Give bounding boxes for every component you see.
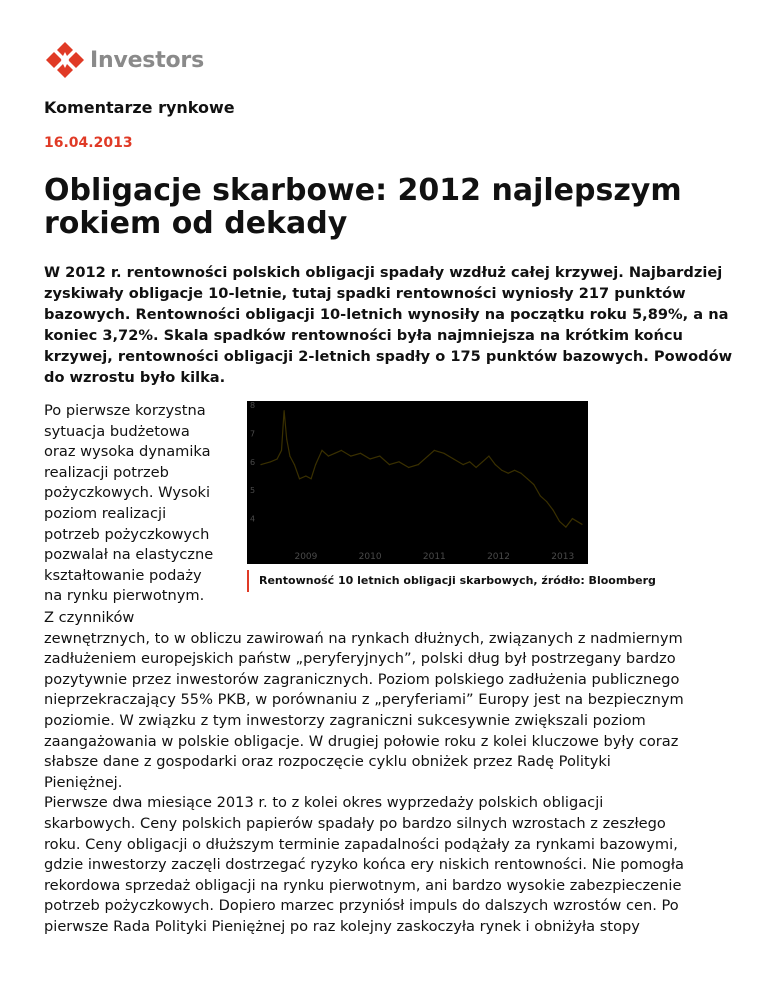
- yield-series-line: [261, 411, 582, 527]
- text-line: kształtowanie podaży: [44, 566, 202, 584]
- yield-data-point: [270, 461, 271, 462]
- text-line: pozytywnie przez inwestorów zagranicznych. Poziom polskiego zadłużenia publicznego: [44, 670, 680, 688]
- y-tick-label: 4: [250, 514, 256, 524]
- y-tick-label: 6: [250, 457, 256, 467]
- y-tick-label: 7: [250, 429, 256, 439]
- yield-data-point: [559, 521, 560, 522]
- yield-data-point: [305, 475, 306, 476]
- yield-data-point: [581, 524, 582, 525]
- text-line: na rynku pierwotnym.: [44, 587, 205, 605]
- yield-data-point: [398, 461, 399, 462]
- yield-data-point: [469, 461, 470, 462]
- text-line: gdzie inwestorzy zaczęli dostrzegać ryzyko końca ery niskich rentowności. Nie pomogła: [44, 856, 684, 874]
- y-tick-label: 5: [250, 486, 256, 496]
- yield-data-point: [527, 478, 528, 479]
- yield-data-point: [360, 453, 361, 454]
- yield-data-point: [482, 461, 483, 462]
- text-line: oraz wysoka dynamika: [44, 443, 211, 461]
- yield-data-point: [476, 467, 477, 468]
- text-line: zewnętrznych, to w obliczu zawirowań na rynkach dłużnych, związanych z nadmiernym: [44, 629, 683, 647]
- brand-logo[interactable]: [44, 40, 204, 80]
- yield-data-point: [379, 456, 380, 457]
- text-line: zaangażowania w polskie obligacje. W drugiej połowie roku z kolei kluczowe były coraz: [44, 732, 679, 750]
- text-line: potrzeb pożyczkowych: [44, 525, 210, 543]
- intro-paragraph: [44, 401, 234, 607]
- yield-data-point: [260, 464, 261, 465]
- text-line: Pieniężnej.: [44, 773, 123, 791]
- yield-data-point: [341, 450, 342, 451]
- yield-chart: [247, 401, 588, 564]
- yield-data-point: [389, 464, 390, 465]
- yield-data-point: [565, 527, 566, 528]
- yield-data-point: [463, 464, 464, 465]
- page-title: [44, 174, 734, 240]
- yield-data-point: [289, 456, 290, 457]
- y-tick-label: 8: [250, 401, 256, 410]
- yield-data-point: [299, 478, 300, 479]
- yield-data-point: [427, 456, 428, 457]
- title-line: Obligacje skarbowe: 2012 najlepszym: [44, 173, 682, 208]
- yield-data-point: [520, 473, 521, 474]
- text-line: Pierwsze dwa miesiące 2013 r. to z kolei okres wyprzedaży polskich obligacji: [44, 794, 604, 812]
- yield-data-point: [311, 478, 312, 479]
- yield-data-point: [281, 450, 282, 451]
- text-line: nieprzekraczający 55% PKB, w porównaniu z „peryferiami” Europy jest na bezpiecznym: [44, 691, 684, 709]
- yield-data-point: [553, 510, 554, 511]
- investors-logo-icon: [44, 40, 86, 80]
- x-tick-label: 2013: [551, 552, 575, 562]
- text-line: poziomie. W związku z tym inwestorzy zagraniczni sukcesywnie zwiększali poziom: [44, 711, 646, 729]
- text-line: roku. Ceny obligacji o dłuższym terminie zapadalności podążały za rynkami bazowymi,: [44, 835, 678, 853]
- yield-data-point: [508, 473, 509, 474]
- x-tick-label: 2010: [358, 552, 382, 562]
- yield-data-point: [443, 453, 444, 454]
- yield-data-point: [284, 410, 285, 411]
- yield-data-point: [546, 501, 547, 502]
- yield-data-point: [540, 495, 541, 496]
- yield-data-point: [514, 470, 515, 471]
- text-line: poziom realizacji: [44, 504, 167, 522]
- text-line: skarbowych. Ceny polskich papierów spadały po bardzo silnych wzrostach z zeszłego: [44, 814, 666, 832]
- yield-data-point: [277, 458, 278, 459]
- yield-data-point: [328, 456, 329, 457]
- yield-data-point: [294, 464, 295, 465]
- yield-data-point: [434, 450, 435, 451]
- yield-data-point: [501, 470, 502, 471]
- yield-data-point: [350, 456, 351, 457]
- yield-data-point: [533, 484, 534, 485]
- yield-data-point: [408, 467, 409, 468]
- text-line: zadłużeniem europejskich państw „peryferyjnych”, polski dług był postrzegany bardzo: [44, 650, 676, 668]
- yield-data-point: [572, 518, 573, 519]
- text-line: potrzeb pożyczkowych. Dopiero marzec przyniósł impuls do dalszych wzrostów cen. Po: [44, 897, 679, 915]
- text-line: rekordowa sprzedaż obligacji na rynku pierwotnym, ani bardzo wysokie zabezpieczenie: [44, 876, 682, 894]
- body-text: [44, 608, 736, 938]
- publish-date: 16.04.2013: [44, 135, 133, 151]
- yield-data-point: [315, 464, 316, 465]
- yield-chart-svg: [247, 401, 588, 564]
- brand-name: Investors: [90, 47, 204, 73]
- text-line: pozwalał na elastyczne: [44, 546, 214, 564]
- text-line: Z czynników: [44, 609, 135, 626]
- yield-data-point: [286, 439, 287, 440]
- text-line: Po pierwsze korzystna: [44, 402, 206, 419]
- chart-caption: Rentowność 10 letnich obligacji skarbowych, źródło: Bloomberg: [247, 570, 656, 592]
- yield-data-point: [488, 456, 489, 457]
- yield-data-point: [370, 458, 371, 459]
- text-line: pożyczkowych. Wysoki: [44, 484, 211, 502]
- x-tick-label: 2009: [294, 552, 318, 562]
- x-tick-label: 2012: [487, 552, 510, 562]
- x-tick-label: 2011: [422, 552, 446, 562]
- text-line: słabsze dane z gospodarki oraz rozpoczęcie cyklu obniżek przez Radę Polityki: [44, 753, 611, 771]
- yield-data-point: [453, 458, 454, 459]
- yield-data-point: [418, 464, 419, 465]
- title-line: rokiem od dekady: [44, 206, 348, 241]
- text-line: pierwsze Rada Polityki Pieniężnej po raz kolejny zaskoczyła rynek i obniżyła stopy: [44, 917, 640, 935]
- yield-data-point: [495, 464, 496, 465]
- yield-data-point: [321, 450, 322, 451]
- yield-data-point: [334, 453, 335, 454]
- text-line: sytuacja budżetowa: [44, 422, 190, 440]
- text-line: realizacji potrzeb: [44, 463, 169, 481]
- section-label: Komentarze rynkowe: [44, 98, 235, 117]
- lead-paragraph: W 2012 r. rentowności polskich obligacji spadały wzdłuż całej krzywej. Najbardziej zyskiwały obligacje 10-letnie, tutaj spadki rentowności wyniosły 217 punktów bazowych. Rentowności obligacji 10-letnich wynosiły na początku roku 5,89%, a na koniec 3,72%. Skala spadków rentowności była najmniejsza na krótkim końcu krzywej, rentowności obligacji 2-letnich spadły o 175 punktów bazowych. Powodów do wzrostu było kilka.: [44, 264, 733, 386]
